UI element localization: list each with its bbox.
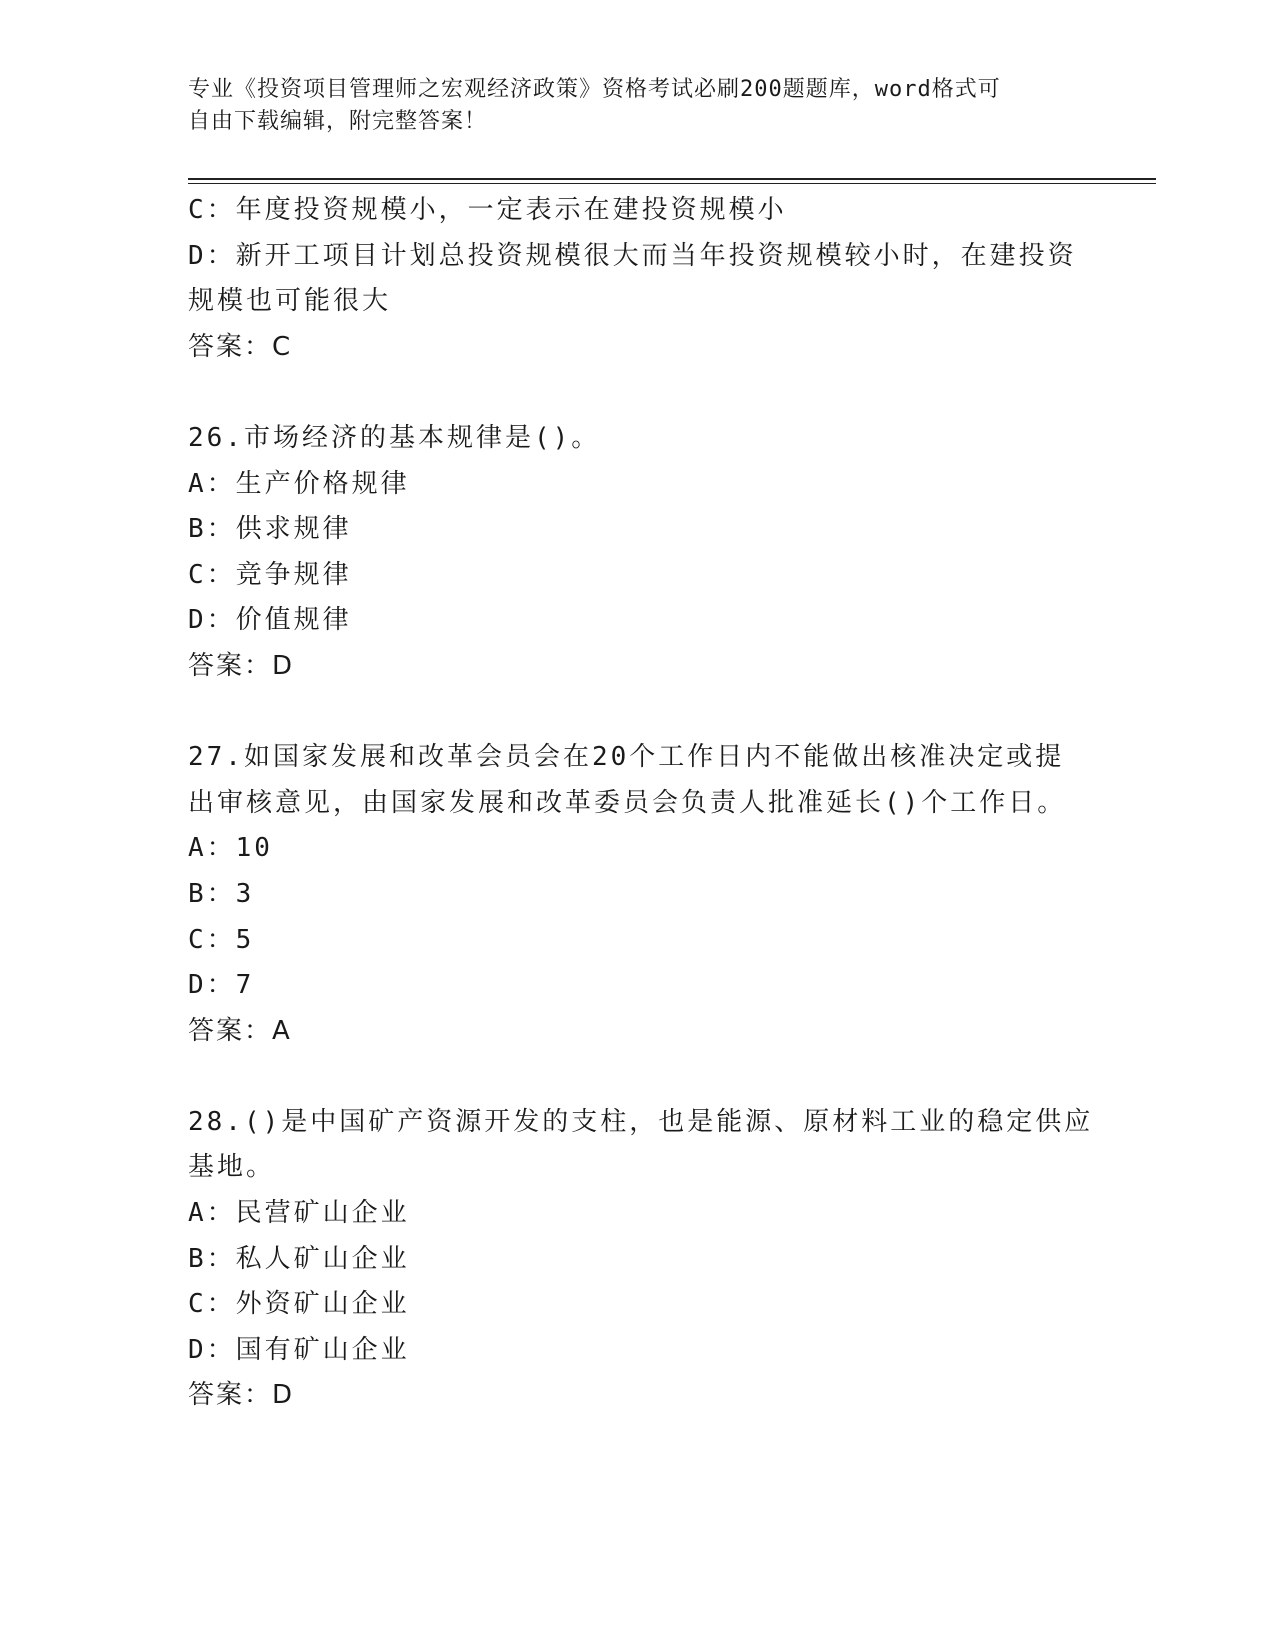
- question-stem-line-1: 28.()是中国矿产资源开发的支柱，也是能源、原材料工业的稳定供应: [188, 1106, 1094, 1137]
- question-stem-line-1: 27.如国家发展和改革会员会在20个工作日内不能做出核准决定或提: [188, 742, 1065, 773]
- option-a: A：生产价格规律: [188, 468, 410, 499]
- header-divider-thick: [188, 178, 1156, 180]
- option-c: C：年度投资规模小，一定表示在建投资规模小: [188, 195, 787, 225]
- option-d-line-1: D：新开工项目计划总投资规模很大而当年投资规模较小时，在建投资: [188, 240, 1077, 271]
- answer: 答案：C: [188, 331, 293, 362]
- option-b: B：3: [188, 878, 255, 909]
- answer: 答案：D: [188, 650, 295, 681]
- question-content: [188, 188, 1094, 1419]
- spacer: [188, 690, 1088, 736]
- spacer: [188, 1054, 1088, 1100]
- option-c: C：外资矿山企业: [188, 1289, 410, 1320]
- option-b: B：私人矿山企业: [188, 1243, 410, 1274]
- question-stem-line-2: 出审核意见，由国家发展和改革委员会负责人批准延长()个工作日。: [188, 787, 1067, 818]
- option-c: C：竞争规律: [188, 559, 352, 590]
- document-header: [188, 74, 1088, 138]
- answer: 答案：A: [188, 1015, 292, 1046]
- option-a: A：民营矿山企业: [188, 1198, 410, 1229]
- option-c: C：5: [188, 924, 255, 955]
- question-27: [188, 735, 1088, 1054]
- option-d-line-2: 规模也可能很大: [188, 286, 392, 317]
- option-b: B：供求规律: [188, 514, 352, 545]
- answer: 答案：D: [188, 1380, 295, 1411]
- option-d: D：价值规律: [188, 605, 352, 636]
- option-d: D：国有矿山企业: [188, 1334, 410, 1365]
- question-28: [188, 1100, 1094, 1419]
- option-a: A：10: [188, 833, 273, 864]
- header-line-1: 专业《投资项目管理师之宏观经济政策》资格考试必刷200题题库，word格式可: [188, 77, 1001, 102]
- question-stem: 26.市场经济的基本规律是()。: [188, 422, 601, 453]
- header-line-2: 自由下载编辑，附完整答案！: [188, 109, 488, 134]
- previous-question-continuation: [188, 188, 1088, 370]
- question-stem-line-2: 基地。: [188, 1152, 276, 1183]
- question-26: [188, 416, 1088, 690]
- spacer: [188, 370, 1088, 416]
- option-d: D：7: [188, 970, 255, 1001]
- header-divider-thin: [188, 183, 1156, 184]
